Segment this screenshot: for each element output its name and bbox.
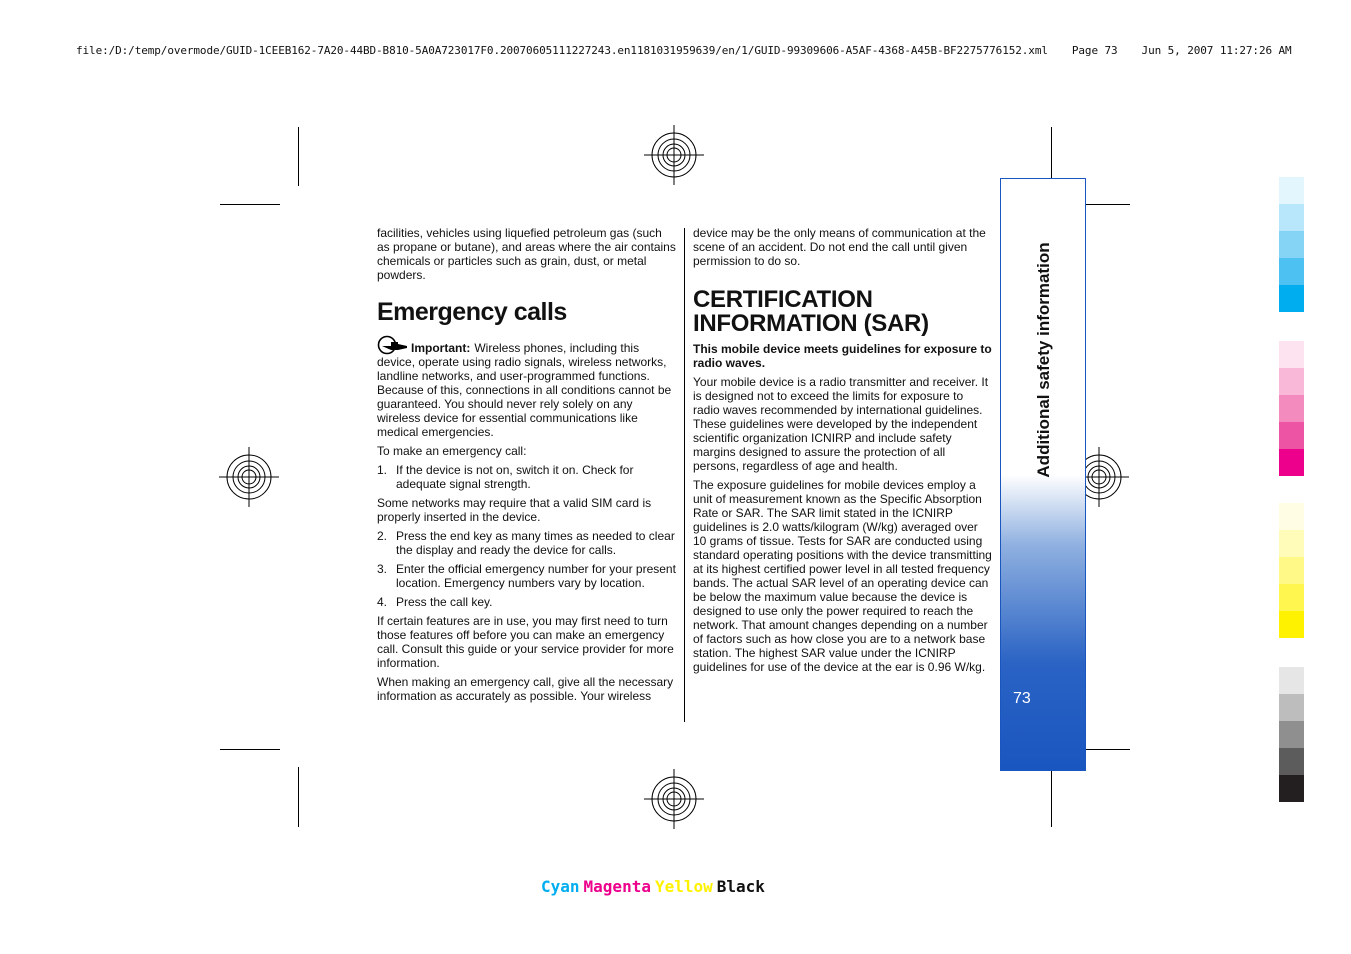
list-item <box>377 529 677 557</box>
section-title-vertical: Additional safety information <box>1034 242 1053 478</box>
yellow-swatch <box>1279 557 1304 584</box>
cyan-swatch <box>1279 177 1304 204</box>
important-pointing-hand-icon <box>377 335 409 355</box>
right-column <box>693 226 993 679</box>
heading-line: INFORMATION (SAR) <box>693 310 929 337</box>
footer-magenta-label: Magenta <box>583 877 651 896</box>
continued-paragraph: device may be the only means of communication at the scene of an accident. Do not end the call until given permission to do so. <box>693 226 986 268</box>
magenta-swatch <box>1279 449 1304 476</box>
important-text: Wireless phones, including this device, operate using radio signals, wireless networks, landline networks, and user-programmed functions. Because of this, connections in all conditions cannot be guaranteed. You should never rely solely on any wireless device for essential communications like medical emergencies. <box>377 341 672 439</box>
black-swatch <box>1279 694 1304 721</box>
left-column <box>377 226 677 708</box>
crop-mark <box>220 749 280 750</box>
yellow-swatch <box>1279 503 1304 530</box>
page-label: Page 73 <box>1071 44 1118 57</box>
crop-mark <box>298 767 299 827</box>
print-datetime: Jun 5, 2007 11:27:26 AM <box>1141 44 1292 57</box>
cyan-swatch <box>1279 258 1304 285</box>
crop-mark <box>1051 767 1052 827</box>
lead-paragraph: This mobile device meets guidelines for exposure to radio waves. <box>693 342 992 370</box>
sar-paragraph: The exposure guidelines for mobile devices employ a unit of measurement known as the Specific Absorption Rate or SAR. The SAR limit stated in the ICNIRP guidelines is 2.0 watts/kilogram (W/kg) averaged over 10 grams of tissue. Tests for SAR are conducted using standard operating positions with the device transmitting at its highest certified power level in all tested frequency bands. The actual SAR level of an operating device can be below the maximum value because the device is designed to use only the power required to reach the network. That amount changes depending on a number of factors such as how close you are to a network base station. The highest SAR value under the ICNIRP guidelines for use of the device at the ear is 0.96 W/kg. <box>693 478 992 674</box>
to-make-call-text: To make an emergency call: <box>377 444 527 458</box>
step-number: 1. <box>377 463 388 477</box>
cyan-swatch <box>1279 285 1304 312</box>
magenta-swatch <box>1279 368 1304 395</box>
crop-mark <box>220 204 280 205</box>
step-number: 3. <box>377 562 388 576</box>
important-label: Important: <box>411 341 471 355</box>
footer-cyan-label: Cyan <box>541 877 580 896</box>
cyan-swatch <box>1279 231 1304 258</box>
step-text: Press the end key as many times as needed to clear the display and ready the device for calls. <box>396 529 675 557</box>
magenta-swatch <box>1279 422 1304 449</box>
crop-mark <box>298 127 299 186</box>
important-note <box>377 335 677 439</box>
heading-line: CERTIFICATION <box>693 286 873 313</box>
yellow-swatch <box>1279 611 1304 638</box>
magenta-swatch <box>1279 395 1304 422</box>
cyan-swatch <box>1279 204 1304 231</box>
list-item <box>377 595 677 609</box>
step-text: Press the call key. <box>396 595 493 609</box>
step-text: Enter the official emergency number for your present location. Emergency numbers vary by location. <box>396 562 676 590</box>
yellow-swatch <box>1279 584 1304 611</box>
registration-mark-icon <box>644 125 704 185</box>
yellow-swatch <box>1279 530 1304 557</box>
step-note: Some networks may require that a valid SIM card is properly inserted in the device. <box>377 496 652 524</box>
black-swatch <box>1279 775 1304 802</box>
intro-paragraph: facilities, vehicles using liquefied petroleum gas (such as propane or butane), and areas where the air contains chemicals or particles such as grain, dust, or metal powders. <box>377 226 676 282</box>
sar-paragraph: Your mobile device is a radio transmitter and receiver. It is designed not to exceed the limits for exposure to radio waves recommended by international guidelines. These guidelines were developed by the independent scientific organization ICNIRP and include safety margins designed to assure the protection of all persons, regardless of age and health. <box>693 375 989 473</box>
step-text: If the device is not on, switch it on. Check for adequate signal strength. <box>396 463 634 491</box>
footer-yellow-label: Yellow <box>654 877 713 896</box>
column-divider <box>684 228 685 722</box>
color-legend-footer <box>541 877 769 896</box>
footer-black-label: Black <box>716 877 765 896</box>
features-paragraph: If certain features are in use, you may first need to turn those features off before you can make an emergency call. Consult this guide or your service provider for more information. <box>377 614 674 670</box>
magenta-swatch <box>1279 341 1304 368</box>
black-swatch <box>1279 667 1304 694</box>
step-number: 4. <box>377 595 388 609</box>
file-path: file:/D:/temp/overmode/GUID-1CEEB162-7A20-44BD-B810-5A0A723017F0.20070605111227243.en1181031959639/en/1/GUID-99309606-A5AF-4368-A45B-BF2275776152.xml <box>76 44 1048 57</box>
registration-mark-icon <box>644 769 704 829</box>
black-swatch <box>1279 748 1304 775</box>
when-calling-paragraph: When making an emergency call, give all the necessary information as accurately as possible. Your wireless <box>377 675 674 703</box>
emergency-calls-heading: Emergency calls <box>377 298 567 326</box>
step-number: 2. <box>377 529 388 543</box>
list-item <box>377 562 677 590</box>
page-number: 73 <box>1013 690 1031 707</box>
file-header <box>76 44 1292 57</box>
certification-heading <box>693 288 993 336</box>
black-swatch <box>1279 721 1304 748</box>
registration-mark-icon <box>219 447 279 507</box>
list-item <box>377 463 677 491</box>
